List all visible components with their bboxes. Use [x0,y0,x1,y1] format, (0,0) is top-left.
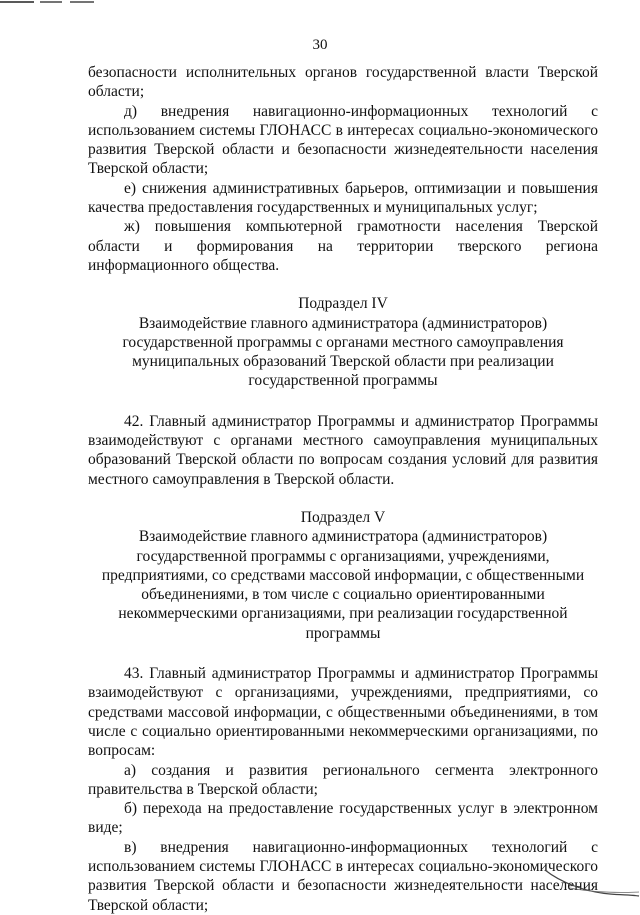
list-item-zh: ж) повышения компьютерной грамотности населения Тверской области и формирования на территории тверского региона информационного общества. [88,218,598,274]
subsection-5-label: Подраздел V [300,508,386,526]
subsection-5-title: Взаимодействие главного администратора (администраторов) государственной программы с организациями, учреждениями, предприятиями, со средствами массовой информации, с общественными объединениями, в том числе с социально ориентированными некоммерческими организациями, при реализации государственной программы [101,528,585,642]
list-item-d: д) внедрения навигационно-информационных технологий с использованием системы ГЛОНАСС в интересах социально-экономического развития Тверской области и безопасности жизнедеятельности населения Тверской области; [88,102,598,178]
list-item-a: а) создания и развития регионального сегмента электронного правительства в Тверской области; [88,761,598,798]
paragraph-43: 43. Главный администратор Программы и администратор Программы взаимодействуют с организациями, учреждениями, предприятиями, со средствами массовой информации, с общественными объединениями, в том числе с социально ориентированными некоммерческими организациями, по вопросам: [88,665,598,760]
document-body [88,63,598,915]
handwritten-stroke-mark [540,862,640,902]
page-number: 30 [312,37,328,53]
scan-edge-mark [0,0,96,6]
subsection-4-label: Подраздел IV [298,295,388,313]
subsection-4-title: Взаимодействие главного администратора (администраторов) государственной программы с органами местного самоуправления муниципальных образований Тверской области при реализации государственной программы [122,314,564,390]
list-item-b: б) перехода на предоставление государственных услуг в электронном виде; [88,800,598,837]
list-item-e: е) снижения административных барьеров, оптимизации и повышения качества предоставления государственных и муниципальных услуг; [88,179,598,217]
paragraph-continuation: безопасности исполнительных органов государственной власти Тверской области; [88,64,598,101]
paragraph-42: 42. Главный администратор Программы и администратор Программы взаимодействуют с органами местного самоуправления муниципальных образований Тверской области по вопросам создания условий для развития местного самоуправления в Тверской области. [88,412,598,488]
list-item-v: в) внедрения навигационно-информационных технологий с использованием системы ГЛОНАСС в интересах социально-экономического развития Тверской области и безопасности жизнедеятельности населения Тверской области; [88,838,598,914]
